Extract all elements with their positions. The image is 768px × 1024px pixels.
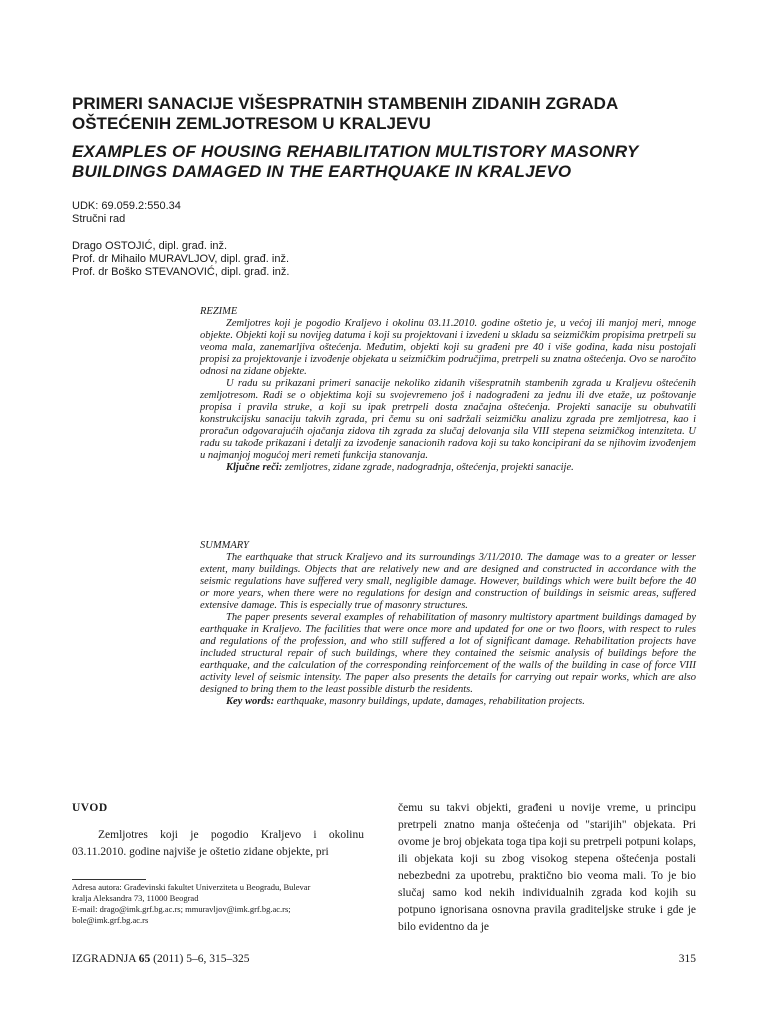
body-column-left	[72, 800, 364, 861]
title-english: EXAMPLES OF HOUSING REHABILITATION MULTISTORY MASONRY BUILDINGS DAMAGED IN THE EARTHQUAKE IN KRALJEVO	[72, 142, 639, 181]
journal-name: IZGRADNJA	[72, 953, 139, 965]
udk-code: UDK: 69.059.2:550.34	[72, 200, 181, 212]
body-paragraph: čemu su takvi objekti, građeni u novije vreme, u principu pretrpeli znatno manja oštećenja od "starijih" objekata. Pri ovome je broj objekata toga tipa koji su pretrpeli potpuni kolaps, ili objekata koji su zbog visokog stepena oštećenja postali nebezbedni za upotrebu, praktično bio veoma mali. To je bio slučaj samo kod nekih individualnih zgrada kod kojih su potpuno ignorisana osnovna pravila graditeljske struke i gde je bilo evidentno da je	[398, 802, 696, 933]
footnote-line: bole@imk.grf.bg.ac.rs	[72, 915, 149, 925]
summary-keywords	[200, 696, 696, 708]
rezime-heading: REZIME	[200, 306, 238, 317]
keywords-label: Ključne reči:	[226, 462, 283, 473]
rezime-paragraph: Zemljotres koji je pogodio Kraljevo i okolinu 03.11.2010. godine oštetio je, u većoj ili manjoj meri, mnoge objekte. Objekti koji su novijeg datuma i koji su projektovani i izvedeni u skladu sa seizmičkim propisima pretrpeli su veoma mala, zanemarljiva oštećenja. Međutim, objekti koji su građeni pre 40 i više godina, kada nisu postojali propisi za projektovanje i izvođenje objekata u seizmičkim područjima, pretrpeli su znatna oštećenja. Ovo se naročito odnosi na zidane objekte.	[200, 318, 696, 377]
journal-issue: (2011) 5–6, 315–325	[150, 953, 250, 965]
section-heading-uvod: UVOD	[72, 802, 108, 814]
footnote-line: Adresa autora: Građevinski fakultet Univerziteta u Beogradu, Bulevar	[72, 882, 311, 892]
body-column-right	[398, 800, 696, 936]
title-serbian: PRIMERI SANACIJE VIŠESPRATNIH STAMBENIH ZIDANIH ZGRADA OŠTEĆENIH ZEMLJOTRESOM U KRALJEVU	[72, 94, 618, 133]
page-number: 315	[678, 953, 696, 965]
abstract-serbian	[200, 306, 696, 474]
footnote-line: E-mail: drago@imk.grf.bg.ac.rs; mmuravljov@imk.grf.bg.ac.rs;	[72, 904, 291, 914]
keywords-text: earthquake, masonry buildings, update, damages, rehabilitation projects.	[274, 696, 585, 707]
author: Prof. dr Boško STEVANOVIĆ, dipl. građ. inž.	[72, 266, 290, 278]
summary-paragraph: The earthquake that struck Kraljevo and its surroundings 3/11/2010. The damage was to a greater or lesser extent, many buildings. Objects that are relatively new and are designed and constructed in accordance with the seismic regulations have suffered very small, negligible damage. However, buildings which were built before the 40 or more years, when there were no regulations for design and construction of buildings in seismic areas, suffered extensive damage. This is especially true of masonry structures.	[200, 552, 696, 611]
body-paragraph: Zemljotres koji je pogodio Kraljevo i okolinu 03.11.2010. godine najviše je oštetio zidane objekte, pri	[72, 829, 364, 858]
journal-citation	[72, 953, 250, 966]
summary-heading: SUMMARY	[200, 540, 249, 551]
author: Drago OSTOJIĆ, dipl. građ. inž.	[72, 240, 228, 252]
keywords-text: zemljotres, zidane zgrade, nadogradnja, oštećenja, projekti sanacije.	[282, 462, 574, 473]
keywords-label: Key words:	[226, 696, 275, 707]
rezime-paragraph: U radu su prikazani primeri sanacije nekoliko zidanih višespratnih stambenih zgrada u Kraljevu oštećenih zemljotresom. Radi se o objektima koji su svojevremeno još i nadograđeni za jednu ili dve etaže, uz poštovanje propisa i pravila struke, a koji su ipak pretrpeli dosta značajna oštećenja. Projekti sanacije su obuhvatili konstrukcijsku sanaciju takvih zgrada, pri čemu su oni sadržali seizmičku analizu zgrada pre zemljotresa, kao i proračun odgovarajućih ojačanja zidova tih zgrada za slučaj delovanja sila VIII stepena seizmičkog intenziteta. U radu su takođe prikazani i detalji za izvođenje sanacionih radova koji su tako koncipirani da se njihovim izvođenjem u najmanjoj mogućoj meri remeti funkcija stanovanja.	[200, 378, 696, 461]
author-address-footnote	[72, 882, 372, 926]
paper-type: Stručni rad	[72, 213, 126, 225]
abstract-english	[200, 540, 696, 708]
summary-paragraph: The paper presents several examples of rehabilitation of masonry multistory apartment buildings damaged by earthquake in Kraljevo. The facilities that were once more and updated for one or two floors, with respect to rules and regulations of the profession, and who still suffered a lot of significant damage. Rehabilitation projects have included structural repair of such buildings, where they contained the seismic analysis of buildings before the earthquake, and the calculation of the corresponding reinforcement of the walls of the building in case of force VIII activity level of seismic intensity. The paper also presents the details for carrying out repair works, which are also designed to bring them to the least possible disturb the residents.	[200, 612, 696, 695]
rezime-keywords	[200, 462, 696, 474]
author: Prof. dr Mihailo MURAVLJOV, dipl. građ. inž.	[72, 253, 290, 265]
footnote-line: kralja Aleksandra 73, 11000 Beograd	[72, 893, 199, 903]
journal-volume: 65	[138, 953, 151, 965]
classification-block	[72, 200, 712, 226]
author-list	[72, 240, 712, 279]
footnote-divider	[72, 879, 146, 880]
